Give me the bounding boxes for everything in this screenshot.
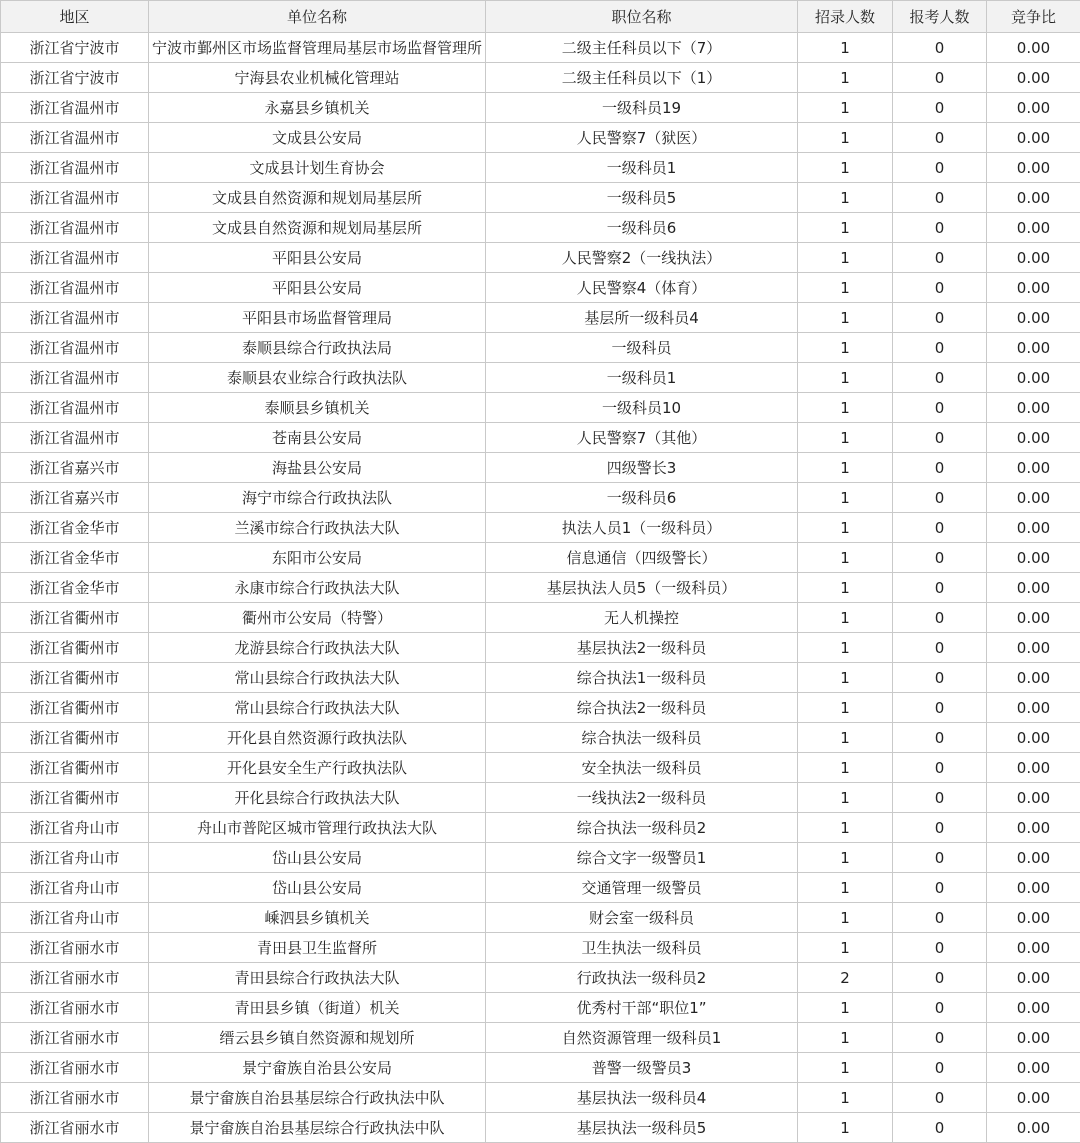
cell-competition-ratio: 0.00 bbox=[987, 243, 1080, 273]
cell-region: 浙江省丽水市 bbox=[1, 1083, 149, 1113]
cell-hiring-count: 1 bbox=[798, 543, 893, 573]
header-hiring-count: 招录人数 bbox=[798, 1, 893, 33]
cell-competition-ratio: 0.00 bbox=[987, 753, 1080, 783]
cell-position-name: 一级科员 bbox=[486, 333, 798, 363]
cell-competition-ratio: 0.00 bbox=[987, 933, 1080, 963]
table-row bbox=[1, 843, 1080, 873]
cell-competition-ratio: 0.00 bbox=[987, 93, 1080, 123]
cell-region: 浙江省温州市 bbox=[1, 123, 149, 153]
cell-region: 浙江省温州市 bbox=[1, 333, 149, 363]
cell-applicant-count: 0 bbox=[893, 513, 987, 543]
table-row bbox=[1, 303, 1080, 333]
cell-position-name: 综合执法1一级科员 bbox=[486, 663, 798, 693]
cell-competition-ratio: 0.00 bbox=[987, 393, 1080, 423]
cell-applicant-count: 0 bbox=[893, 753, 987, 783]
cell-region: 浙江省衢州市 bbox=[1, 603, 149, 633]
cell-unit-name: 舟山市普陀区城市管理行政执法大队 bbox=[149, 813, 486, 843]
cell-region: 浙江省嘉兴市 bbox=[1, 483, 149, 513]
cell-unit-name: 缙云县乡镇自然资源和规划所 bbox=[149, 1023, 486, 1053]
cell-applicant-count: 0 bbox=[893, 333, 987, 363]
table-row bbox=[1, 513, 1080, 543]
cell-unit-name: 岱山县公安局 bbox=[149, 843, 486, 873]
cell-unit-name: 景宁畲族自治县基层综合行政执法中队 bbox=[149, 1083, 486, 1113]
cell-competition-ratio: 0.00 bbox=[987, 33, 1080, 63]
cell-position-name: 二级主任科员以下（1） bbox=[486, 63, 798, 93]
cell-region: 浙江省温州市 bbox=[1, 183, 149, 213]
cell-applicant-count: 0 bbox=[893, 873, 987, 903]
cell-competition-ratio: 0.00 bbox=[987, 63, 1080, 93]
cell-unit-name: 平阳县公安局 bbox=[149, 243, 486, 273]
cell-hiring-count: 1 bbox=[798, 1113, 893, 1143]
cell-region: 浙江省温州市 bbox=[1, 273, 149, 303]
cell-position-name: 一级科员5 bbox=[486, 183, 798, 213]
cell-hiring-count: 1 bbox=[798, 783, 893, 813]
cell-position-name: 一级科员6 bbox=[486, 213, 798, 243]
cell-position-name: 基层执法人员5（一级科员） bbox=[486, 573, 798, 603]
table-row bbox=[1, 123, 1080, 153]
cell-hiring-count: 1 bbox=[798, 183, 893, 213]
cell-competition-ratio: 0.00 bbox=[987, 123, 1080, 153]
cell-hiring-count: 1 bbox=[798, 873, 893, 903]
cell-region: 浙江省温州市 bbox=[1, 213, 149, 243]
cell-hiring-count: 1 bbox=[798, 63, 893, 93]
cell-region: 浙江省温州市 bbox=[1, 363, 149, 393]
cell-applicant-count: 0 bbox=[893, 33, 987, 63]
cell-competition-ratio: 0.00 bbox=[987, 1113, 1080, 1143]
cell-position-name: 卫生执法一级科员 bbox=[486, 933, 798, 963]
cell-region: 浙江省丽水市 bbox=[1, 1023, 149, 1053]
cell-hiring-count: 1 bbox=[798, 93, 893, 123]
cell-position-name: 执法人员1（一级科员） bbox=[486, 513, 798, 543]
cell-hiring-count: 1 bbox=[798, 393, 893, 423]
cell-region: 浙江省衢州市 bbox=[1, 723, 149, 753]
cell-position-name: 一线执法2一级科员 bbox=[486, 783, 798, 813]
cell-unit-name: 文成县自然资源和规划局基层所 bbox=[149, 213, 486, 243]
cell-competition-ratio: 0.00 bbox=[987, 603, 1080, 633]
table-row bbox=[1, 1053, 1080, 1083]
table-row bbox=[1, 453, 1080, 483]
cell-applicant-count: 0 bbox=[893, 963, 987, 993]
cell-hiring-count: 1 bbox=[798, 333, 893, 363]
cell-region: 浙江省嘉兴市 bbox=[1, 453, 149, 483]
cell-region: 浙江省丽水市 bbox=[1, 993, 149, 1023]
cell-competition-ratio: 0.00 bbox=[987, 183, 1080, 213]
cell-region: 浙江省丽水市 bbox=[1, 933, 149, 963]
table-row bbox=[1, 273, 1080, 303]
cell-unit-name: 宁海县农业机械化管理站 bbox=[149, 63, 486, 93]
table-row bbox=[1, 183, 1080, 213]
table-row bbox=[1, 783, 1080, 813]
table-row bbox=[1, 483, 1080, 513]
cell-unit-name: 兰溪市综合行政执法大队 bbox=[149, 513, 486, 543]
cell-hiring-count: 1 bbox=[798, 483, 893, 513]
cell-region: 浙江省衢州市 bbox=[1, 783, 149, 813]
cell-hiring-count: 1 bbox=[798, 903, 893, 933]
cell-region: 浙江省丽水市 bbox=[1, 1113, 149, 1143]
cell-position-name: 安全执法一级科员 bbox=[486, 753, 798, 783]
table-row bbox=[1, 1083, 1080, 1113]
cell-unit-name: 文成县计划生育协会 bbox=[149, 153, 486, 183]
table-row bbox=[1, 423, 1080, 453]
table-row bbox=[1, 333, 1080, 363]
cell-hiring-count: 1 bbox=[798, 423, 893, 453]
cell-unit-name: 常山县综合行政执法大队 bbox=[149, 693, 486, 723]
cell-hiring-count: 1 bbox=[798, 363, 893, 393]
cell-applicant-count: 0 bbox=[893, 783, 987, 813]
cell-position-name: 交通管理一级警员 bbox=[486, 873, 798, 903]
cell-position-name: 人民警察7（狱医） bbox=[486, 123, 798, 153]
table-row bbox=[1, 93, 1080, 123]
table-row bbox=[1, 1113, 1080, 1143]
cell-hiring-count: 1 bbox=[798, 513, 893, 543]
cell-competition-ratio: 0.00 bbox=[987, 363, 1080, 393]
cell-region: 浙江省温州市 bbox=[1, 393, 149, 423]
cell-applicant-count: 0 bbox=[893, 93, 987, 123]
header-position-name: 职位名称 bbox=[486, 1, 798, 33]
cell-region: 浙江省衢州市 bbox=[1, 693, 149, 723]
cell-position-name: 综合执法一级科员2 bbox=[486, 813, 798, 843]
cell-position-name: 二级主任科员以下（7） bbox=[486, 33, 798, 63]
cell-applicant-count: 0 bbox=[893, 153, 987, 183]
cell-applicant-count: 0 bbox=[893, 903, 987, 933]
table-row bbox=[1, 243, 1080, 273]
cell-unit-name: 泰顺县乡镇机关 bbox=[149, 393, 486, 423]
cell-competition-ratio: 0.00 bbox=[987, 783, 1080, 813]
cell-applicant-count: 0 bbox=[893, 993, 987, 1023]
cell-region: 浙江省舟山市 bbox=[1, 873, 149, 903]
table-row bbox=[1, 813, 1080, 843]
cell-applicant-count: 0 bbox=[893, 543, 987, 573]
cell-competition-ratio: 0.00 bbox=[987, 1023, 1080, 1053]
table-row bbox=[1, 363, 1080, 393]
cell-position-name: 基层执法一级科员5 bbox=[486, 1113, 798, 1143]
cell-region: 浙江省温州市 bbox=[1, 153, 149, 183]
cell-applicant-count: 0 bbox=[893, 813, 987, 843]
cell-position-name: 行政执法一级科员2 bbox=[486, 963, 798, 993]
cell-hiring-count: 1 bbox=[798, 663, 893, 693]
cell-competition-ratio: 0.00 bbox=[987, 573, 1080, 603]
cell-unit-name: 文成县公安局 bbox=[149, 123, 486, 153]
cell-position-name: 综合文字一级警员1 bbox=[486, 843, 798, 873]
cell-hiring-count: 1 bbox=[798, 603, 893, 633]
cell-competition-ratio: 0.00 bbox=[987, 213, 1080, 243]
cell-unit-name: 平阳县公安局 bbox=[149, 273, 486, 303]
cell-hiring-count: 1 bbox=[798, 813, 893, 843]
cell-hiring-count: 1 bbox=[798, 933, 893, 963]
cell-hiring-count: 1 bbox=[798, 1023, 893, 1053]
cell-hiring-count: 1 bbox=[798, 573, 893, 603]
cell-region: 浙江省衢州市 bbox=[1, 633, 149, 663]
cell-position-name: 优秀村干部“职位1” bbox=[486, 993, 798, 1023]
cell-unit-name: 嵊泗县乡镇机关 bbox=[149, 903, 486, 933]
cell-hiring-count: 1 bbox=[798, 843, 893, 873]
cell-applicant-count: 0 bbox=[893, 723, 987, 753]
cell-applicant-count: 0 bbox=[893, 1053, 987, 1083]
cell-unit-name: 青田县乡镇（街道）机关 bbox=[149, 993, 486, 1023]
table-row bbox=[1, 663, 1080, 693]
cell-hiring-count: 1 bbox=[798, 723, 893, 753]
cell-applicant-count: 0 bbox=[893, 603, 987, 633]
cell-applicant-count: 0 bbox=[893, 693, 987, 723]
cell-unit-name: 常山县综合行政执法大队 bbox=[149, 663, 486, 693]
cell-applicant-count: 0 bbox=[893, 573, 987, 603]
cell-region: 浙江省金华市 bbox=[1, 513, 149, 543]
table-row bbox=[1, 993, 1080, 1023]
cell-region: 浙江省舟山市 bbox=[1, 813, 149, 843]
cell-region: 浙江省温州市 bbox=[1, 423, 149, 453]
table-body bbox=[1, 33, 1080, 1143]
cell-hiring-count: 1 bbox=[798, 633, 893, 663]
cell-unit-name: 东阳市公安局 bbox=[149, 543, 486, 573]
cell-competition-ratio: 0.00 bbox=[987, 303, 1080, 333]
cell-region: 浙江省丽水市 bbox=[1, 1053, 149, 1083]
cell-competition-ratio: 0.00 bbox=[987, 543, 1080, 573]
cell-unit-name: 文成县自然资源和规划局基层所 bbox=[149, 183, 486, 213]
cell-competition-ratio: 0.00 bbox=[987, 1083, 1080, 1113]
table-row bbox=[1, 753, 1080, 783]
cell-region: 浙江省舟山市 bbox=[1, 843, 149, 873]
table-row bbox=[1, 573, 1080, 603]
cell-position-name: 信息通信（四级警长） bbox=[486, 543, 798, 573]
cell-competition-ratio: 0.00 bbox=[987, 513, 1080, 543]
cell-applicant-count: 0 bbox=[893, 243, 987, 273]
header-applicant-count: 报考人数 bbox=[893, 1, 987, 33]
cell-region: 浙江省舟山市 bbox=[1, 903, 149, 933]
cell-applicant-count: 0 bbox=[893, 213, 987, 243]
cell-position-name: 人民警察2（一线执法） bbox=[486, 243, 798, 273]
table-row bbox=[1, 213, 1080, 243]
cell-unit-name: 开化县综合行政执法大队 bbox=[149, 783, 486, 813]
cell-position-name: 人民警察7（其他） bbox=[486, 423, 798, 453]
cell-hiring-count: 1 bbox=[798, 243, 893, 273]
cell-region: 浙江省宁波市 bbox=[1, 33, 149, 63]
cell-competition-ratio: 0.00 bbox=[987, 903, 1080, 933]
cell-hiring-count: 1 bbox=[798, 1053, 893, 1083]
table-row bbox=[1, 633, 1080, 663]
table-row bbox=[1, 153, 1080, 183]
cell-region: 浙江省金华市 bbox=[1, 543, 149, 573]
cell-position-name: 一级科员1 bbox=[486, 153, 798, 183]
cell-competition-ratio: 0.00 bbox=[987, 843, 1080, 873]
cell-applicant-count: 0 bbox=[893, 1113, 987, 1143]
cell-applicant-count: 0 bbox=[893, 663, 987, 693]
cell-position-name: 无人机操控 bbox=[486, 603, 798, 633]
cell-unit-name: 青田县综合行政执法大队 bbox=[149, 963, 486, 993]
cell-applicant-count: 0 bbox=[893, 633, 987, 663]
cell-applicant-count: 0 bbox=[893, 1083, 987, 1113]
cell-unit-name: 海宁市综合行政执法队 bbox=[149, 483, 486, 513]
cell-competition-ratio: 0.00 bbox=[987, 723, 1080, 753]
cell-applicant-count: 0 bbox=[893, 183, 987, 213]
cell-hiring-count: 1 bbox=[798, 273, 893, 303]
cell-position-name: 基层执法2一级科员 bbox=[486, 633, 798, 663]
cell-applicant-count: 0 bbox=[893, 273, 987, 303]
cell-competition-ratio: 0.00 bbox=[987, 813, 1080, 843]
table-row bbox=[1, 903, 1080, 933]
cell-applicant-count: 0 bbox=[893, 1023, 987, 1053]
cell-position-name: 一级科员1 bbox=[486, 363, 798, 393]
header-unit-name: 单位名称 bbox=[149, 1, 486, 33]
table-row bbox=[1, 963, 1080, 993]
cell-position-name: 一级科员6 bbox=[486, 483, 798, 513]
cell-unit-name: 永康市综合行政执法大队 bbox=[149, 573, 486, 603]
cell-applicant-count: 0 bbox=[893, 423, 987, 453]
cell-competition-ratio: 0.00 bbox=[987, 483, 1080, 513]
cell-position-name: 一级科员19 bbox=[486, 93, 798, 123]
cell-region: 浙江省宁波市 bbox=[1, 63, 149, 93]
cell-hiring-count: 1 bbox=[798, 303, 893, 333]
cell-applicant-count: 0 bbox=[893, 843, 987, 873]
cell-competition-ratio: 0.00 bbox=[987, 1053, 1080, 1083]
cell-hiring-count: 1 bbox=[798, 1083, 893, 1113]
cell-competition-ratio: 0.00 bbox=[987, 453, 1080, 483]
cell-unit-name: 宁波市鄞州区市场监督管理局基层市场监督管理所 bbox=[149, 33, 486, 63]
cell-hiring-count: 1 bbox=[798, 33, 893, 63]
cell-applicant-count: 0 bbox=[893, 453, 987, 483]
cell-unit-name: 苍南县公安局 bbox=[149, 423, 486, 453]
cell-competition-ratio: 0.00 bbox=[987, 333, 1080, 363]
table-row bbox=[1, 723, 1080, 753]
cell-hiring-count: 2 bbox=[798, 963, 893, 993]
header-region: 地区 bbox=[1, 1, 149, 33]
table-row bbox=[1, 873, 1080, 903]
cell-position-name: 普警一级警员3 bbox=[486, 1053, 798, 1083]
cell-position-name: 综合执法2一级科员 bbox=[486, 693, 798, 723]
cell-position-name: 基层所一级科员4 bbox=[486, 303, 798, 333]
header-row bbox=[1, 1, 1080, 33]
cell-position-name: 四级警长3 bbox=[486, 453, 798, 483]
table-row bbox=[1, 33, 1080, 63]
table-row bbox=[1, 693, 1080, 723]
cell-region: 浙江省温州市 bbox=[1, 243, 149, 273]
cell-region: 浙江省衢州市 bbox=[1, 753, 149, 783]
table-row bbox=[1, 933, 1080, 963]
cell-position-name: 人民警察4（体育） bbox=[486, 273, 798, 303]
cell-competition-ratio: 0.00 bbox=[987, 993, 1080, 1023]
cell-unit-name: 岱山县公安局 bbox=[149, 873, 486, 903]
cell-competition-ratio: 0.00 bbox=[987, 693, 1080, 723]
cell-competition-ratio: 0.00 bbox=[987, 663, 1080, 693]
cell-position-name: 综合执法一级科员 bbox=[486, 723, 798, 753]
cell-competition-ratio: 0.00 bbox=[987, 873, 1080, 903]
cell-region: 浙江省衢州市 bbox=[1, 663, 149, 693]
cell-unit-name: 开化县自然资源行政执法队 bbox=[149, 723, 486, 753]
cell-region: 浙江省金华市 bbox=[1, 573, 149, 603]
cell-position-name: 基层执法一级科员4 bbox=[486, 1083, 798, 1113]
cell-region: 浙江省丽水市 bbox=[1, 963, 149, 993]
cell-region: 浙江省温州市 bbox=[1, 93, 149, 123]
cell-unit-name: 衢州市公安局（特警） bbox=[149, 603, 486, 633]
cell-unit-name: 永嘉县乡镇机关 bbox=[149, 93, 486, 123]
cell-unit-name: 开化县安全生产行政执法队 bbox=[149, 753, 486, 783]
cell-hiring-count: 1 bbox=[798, 993, 893, 1023]
cell-hiring-count: 1 bbox=[798, 693, 893, 723]
cell-applicant-count: 0 bbox=[893, 483, 987, 513]
table-row bbox=[1, 63, 1080, 93]
cell-position-name: 自然资源管理一级科员1 bbox=[486, 1023, 798, 1053]
cell-position-name: 一级科员10 bbox=[486, 393, 798, 423]
cell-hiring-count: 1 bbox=[798, 453, 893, 483]
cell-region: 浙江省温州市 bbox=[1, 303, 149, 333]
table-row bbox=[1, 603, 1080, 633]
cell-position-name: 财会室一级科员 bbox=[486, 903, 798, 933]
cell-unit-name: 景宁畲族自治县基层综合行政执法中队 bbox=[149, 1113, 486, 1143]
cell-applicant-count: 0 bbox=[893, 123, 987, 153]
cell-unit-name: 青田县卫生监督所 bbox=[149, 933, 486, 963]
cell-applicant-count: 0 bbox=[893, 393, 987, 423]
cell-unit-name: 平阳县市场监督管理局 bbox=[149, 303, 486, 333]
cell-competition-ratio: 0.00 bbox=[987, 963, 1080, 993]
cell-competition-ratio: 0.00 bbox=[987, 633, 1080, 663]
cell-applicant-count: 0 bbox=[893, 363, 987, 393]
cell-applicant-count: 0 bbox=[893, 933, 987, 963]
cell-unit-name: 海盐县公安局 bbox=[149, 453, 486, 483]
cell-hiring-count: 1 bbox=[798, 153, 893, 183]
table-row bbox=[1, 1023, 1080, 1053]
cell-unit-name: 泰顺县农业综合行政执法队 bbox=[149, 363, 486, 393]
table-row bbox=[1, 393, 1080, 423]
cell-applicant-count: 0 bbox=[893, 63, 987, 93]
cell-hiring-count: 1 bbox=[798, 123, 893, 153]
cell-competition-ratio: 0.00 bbox=[987, 273, 1080, 303]
cell-competition-ratio: 0.00 bbox=[987, 153, 1080, 183]
cell-unit-name: 景宁畲族自治县公安局 bbox=[149, 1053, 486, 1083]
cell-competition-ratio: 0.00 bbox=[987, 423, 1080, 453]
cell-hiring-count: 1 bbox=[798, 213, 893, 243]
table-row bbox=[1, 543, 1080, 573]
cell-unit-name: 龙游县综合行政执法大队 bbox=[149, 633, 486, 663]
cell-unit-name: 泰顺县综合行政执法局 bbox=[149, 333, 486, 363]
header-competition-ratio: 竞争比 bbox=[987, 1, 1080, 33]
cell-hiring-count: 1 bbox=[798, 753, 893, 783]
cell-applicant-count: 0 bbox=[893, 303, 987, 333]
